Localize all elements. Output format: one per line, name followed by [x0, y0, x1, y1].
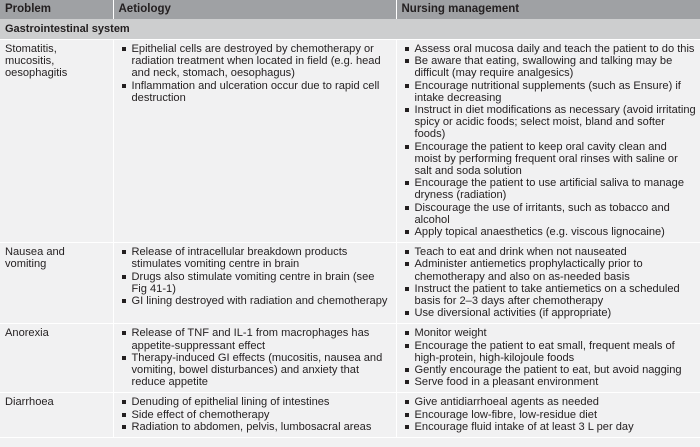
section-row	[0, 19, 700, 40]
management-item: Give antidiarrhoeal agents as needed	[402, 396, 697, 408]
problem-cell: Nausea and vomiting	[0, 243, 113, 324]
problem-cell: Diarrhoea	[0, 393, 113, 438]
aetiology-item: Epithelial cells are destroyed by chemotherapy or radiation treatment when located in field (e.g. head and neck, stomach, oesophagus)	[119, 43, 392, 80]
management-list	[402, 43, 697, 238]
management-item: Monitor weight	[402, 327, 697, 339]
management-item: Assess oral mucosa daily and teach the patient to do this	[402, 43, 697, 55]
header-nursing-management: Nursing management	[396, 0, 700, 19]
aetiology-item: Radiation to abdomen, pelvis, lumbosacral areas	[119, 421, 392, 433]
section-title: Gastrointestinal system	[0, 19, 700, 40]
table-row	[0, 243, 700, 324]
aetiology-list	[119, 43, 392, 104]
aetiology-list	[119, 396, 392, 433]
problem-cell: Stomatitis, mucositis, oesophagitis	[0, 40, 113, 243]
aetiology-list	[119, 246, 392, 307]
management-item: Encourage the patient to keep oral cavity clean and moist by performing frequent oral rinses with saline or salt and soda solution	[402, 141, 697, 178]
aetiology-item: Denuding of epithelial lining of intestines	[119, 396, 392, 408]
aetiology-list	[119, 327, 392, 388]
aetiology-item: Side effect of chemotherapy	[119, 409, 392, 421]
management-cell	[396, 243, 700, 324]
aetiology-item: Release of intracellular breakdown products stimulates vomiting centre in brain	[119, 246, 392, 270]
management-list	[402, 396, 697, 433]
management-cell	[396, 324, 700, 393]
management-cell	[396, 40, 700, 243]
management-item: Instruct in diet modifications as necessary (avoid irritating spicy or acidic foods; select moist, bland and softer foods)	[402, 104, 697, 141]
management-item: Instruct the patient to take antiemetics on a scheduled basis for 2–3 days after chemotherapy	[402, 283, 697, 307]
management-cell	[396, 393, 700, 438]
management-item: Be aware that eating, swallowing and talking may be difficult (may require analgesics)	[402, 55, 697, 79]
aetiology-item: Inflammation and ulceration occur due to rapid cell destruction	[119, 80, 392, 104]
management-item: Apply topical anaesthetics (e.g. viscous lignocaine)	[402, 226, 697, 238]
table-row	[0, 393, 700, 438]
management-item: Use diversional activities (if appropriate)	[402, 307, 697, 319]
management-list	[402, 327, 697, 388]
management-item: Administer antiemetics prophylactically prior to chemotherapy and also on as-needed basis	[402, 258, 697, 282]
aetiology-cell	[113, 393, 396, 438]
management-item: Serve food in a pleasant environment	[402, 376, 697, 388]
table-row	[0, 324, 700, 393]
aetiology-item: Release of TNF and IL-1 from macrophages has appetite-suppressant effect	[119, 327, 392, 351]
aetiology-item: Drugs also stimulate vomiting centre in brain (see Fig 41-1)	[119, 271, 392, 295]
problem-cell: Anorexia	[0, 324, 113, 393]
management-item: Encourage fluid intake of at least 3 L per day	[402, 421, 697, 433]
management-list	[402, 246, 697, 319]
aetiology-cell	[113, 40, 396, 243]
management-item: Encourage the patient to eat small, frequent meals of high-protein, high-kilojoule foods	[402, 340, 697, 364]
management-item: Discourage the use of irritants, such as tobacco and alcohol	[402, 202, 697, 226]
management-item: Encourage low-fibre, low-residue diet	[402, 409, 697, 421]
management-item: Gently encourage the patient to eat, but avoid nagging	[402, 364, 697, 376]
management-item: Teach to eat and drink when not nauseated	[402, 246, 697, 258]
aetiology-cell	[113, 243, 396, 324]
table-header-row	[0, 0, 700, 19]
aetiology-item: Therapy-induced GI effects (mucositis, nausea and vomiting, bowel disturbances) and anxiety that reduce appetite	[119, 352, 392, 389]
management-item: Encourage nutritional supplements (such as Ensure) if intake decreasing	[402, 80, 697, 104]
aetiology-item: GI lining destroyed with radiation and chemotherapy	[119, 295, 392, 307]
header-aetiology: Aetiology	[113, 0, 396, 19]
table-row	[0, 40, 700, 243]
aetiology-cell	[113, 324, 396, 393]
management-item: Encourage the patient to use artificial saliva to manage dryness (radiation)	[402, 177, 697, 201]
header-problem: Problem	[0, 0, 113, 19]
